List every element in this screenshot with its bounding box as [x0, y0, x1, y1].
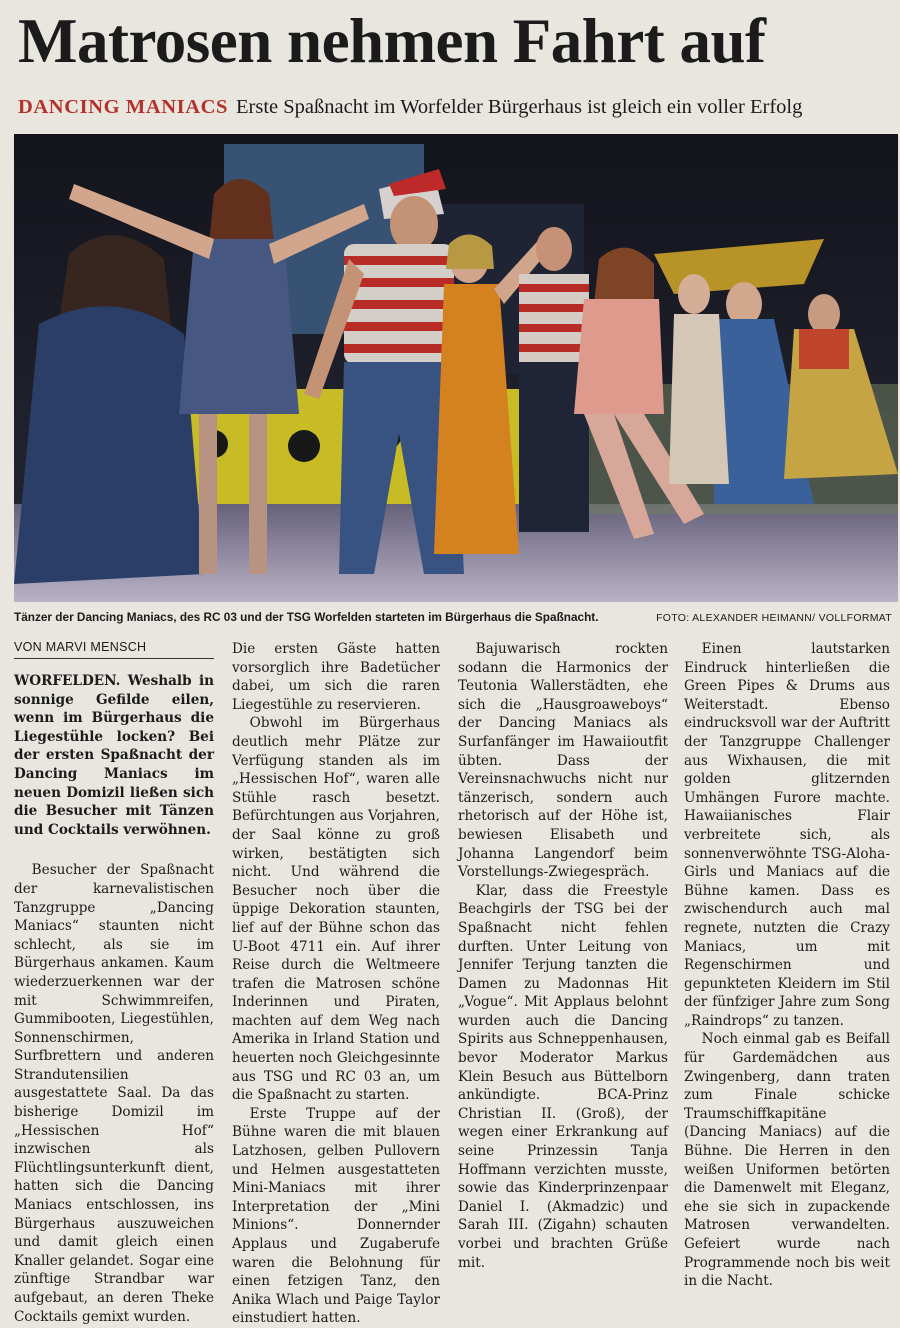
byline: VON MARVI MENSCH [14, 640, 214, 659]
body-paragraph: Noch einmal gab es Beifall für Gardemädchen aus Zwingenberg, dann traten zum Finale schicke Traumschiffkapitäne (Dancing Maniacs) auf die Bühne. Die Herren in den weißen Uniformen betörten die Damenwelt mit Eleganz, ehe sie sich in zupackende Matrosen verwandelten. Gefeiert wurde nach Programmende noch bis weit in die Nacht. [684, 1031, 890, 1290]
text-column-4 [684, 640, 890, 1290]
stage-dancers-illustration [14, 134, 898, 602]
kicker: DANCING MANIACS [18, 96, 229, 118]
body-paragraph: Bajuwarisch rockten sodann die Harmonics der Teutonia Wallerstädten, ehe sich die „Hausgroaweboys“ der Dancing Maniacs als Surfanfänger im Hawaiioutfit übten. Dass der Vereinsnachwuchs nicht nur tänzerisch, sondern auch rhetorisch auf der Höhe ist, bewiesen Elisabeth und Johanna Langendorf beim Vorstellungs-Zwiegespräch. [458, 641, 668, 881]
subheadline: Erste Spaßnacht im Worfelder Bürgerhaus ist gleich ein voller Erfolg [236, 96, 803, 118]
text-column-1 [14, 672, 214, 1325]
headline: Matrosen nehmen Fahrt auf [18, 6, 766, 76]
body-paragraph: Klar, dass die Freestyle Beachgirls der TSG bei der Spaßnacht nicht fehlen durften. Unter Leitung von Jennifer Terjung tanzten die Damen zu Madonnas Hit „Vogue“. Mit Applaus belohnt wurden auch die Dancing Spirits aus Schneppenhausen, bevor Moderator Markus Klein Besuch aus Büttelborn ankündigte. BCA-Prinz Christian II. (Groß), der wegen einer Erkrankung auf seine Prinzessin Tanja Hoffmann verzichten musste, sowie das Kinderprinzenpaar Daniel I. (Akmadzic) und Sarah III. (Zigahn) schauten vorbei und brachten Grüße mit. [458, 882, 668, 1271]
body-paragraph: Die ersten Gäste hatten vorsorglich ihre Badetücher dabei, um sich die raren Liegestühle zu reservieren. [232, 641, 440, 713]
photo-caption: Tänzer der Dancing Maniacs, des RC 03 und der TSG Worfelden starteten im Bürgerhaus die Spaßnacht. [14, 610, 599, 624]
text-column-3 [458, 640, 668, 1271]
lead-paragraph [14, 672, 214, 839]
article-photo [14, 134, 898, 602]
body-paragraph: Besucher der Spaßnacht der karnevalistischen Tanzgruppe „Dancing Maniacs“ staunten nicht schlecht, als sie im Bürgerhaus ankamen. Kaum wiederzuerkennen war der mit Schwimmreifen, Gummibooten, Liegestühlen, Sonnenschirmen, Surfbrettern und anderen Strandutensilien ausgestattete Saal. Da das bisherige Domizil im „Hessischen Hof“ inzwischen als Flüchtlingsunterkunft dient, hatten sich die Dancing Maniacs entschlossen, ins Bürgerhaus auszuweichen und damit gleich einen Knaller gelandet. Sogar eine zünftige Strandbar war aufgebaut, an deren Theke Cocktails gemixt wurden. [14, 862, 214, 1325]
body-paragraph: Einen lautstarken Eindruck hinterließen die Green Pipes & Drums aus Weiterstadt. Ebenso eindrucksvoll war der Auftritt der Tanzgruppe Challenger aus Wixhausen, die mit golden glitzernden Umhängen Furore machte. Hawaiianisches Flair verbreitete sich, als sonnenverwöhnte TSG-Aloha-Girls und Maniacs auf die Bühne kamen. Dass es zwischendurch auch mal regnete, nutzten die Crazy Maniacs, um mit Regenschirmen und gepunkteten Kleidern im Stil der fünfziger Jahre zum Song „Raindrops“ zu tanzen. [684, 641, 890, 1029]
photo-credit: FOTO: ALEXANDER HEIMANN/ VOLLFORMAT [656, 612, 892, 624]
body-paragraph: Erste Truppe auf der Bühne waren die mit blauen Latzhosen, gelben Pullovern und Helmen ausgestatteten Mini-Maniacs mit ihrer Interpretation der „Mini Minions“. Donnernder Applaus und Zugaberufe waren die Belohnung für einen fetzigen Tanz, den Anika Wlach und Paige Taylor einstudiert hatten. [232, 1105, 440, 1327]
dateline: WORFELDEN. [14, 673, 121, 689]
lead-text: Weshalb in sonnige Gefilde eilen, wenn im Bürgerhaus die Liegestühle locken? Bei der ersten Spaßnacht der Dancing Maniacs im neuen Domizil ließen sich die Besucher mit Tänzen und Cocktails verwöhnen. [14, 673, 214, 838]
subheadline-row [18, 95, 888, 119]
text-column-2 [232, 640, 440, 1327]
body-paragraph: Obwohl im Bürgerhaus deutlich mehr Plätze zur Verfügung standen als im „Hessischen Hof“, waren alle Stühle rasch besetzt. Befürchtungen aus Vorjahren, der Saal könne zu groß wirken, bestätigten sich nicht. Und während die Besucher noch über die üppige Dekoration staunten, lief auf der Bühne schon das U-Boot 4711 ein. Auf ihrer Reise durch die Weltmeere trafen die Matrosen schöne Inderinnen und Piraten, machten auf dem Weg nach Amerika in Irland Station und heuerten noch Gleichgesinnte aus TSG und RC 03 an, um die Spaßnacht zu starten. [232, 715, 440, 1104]
